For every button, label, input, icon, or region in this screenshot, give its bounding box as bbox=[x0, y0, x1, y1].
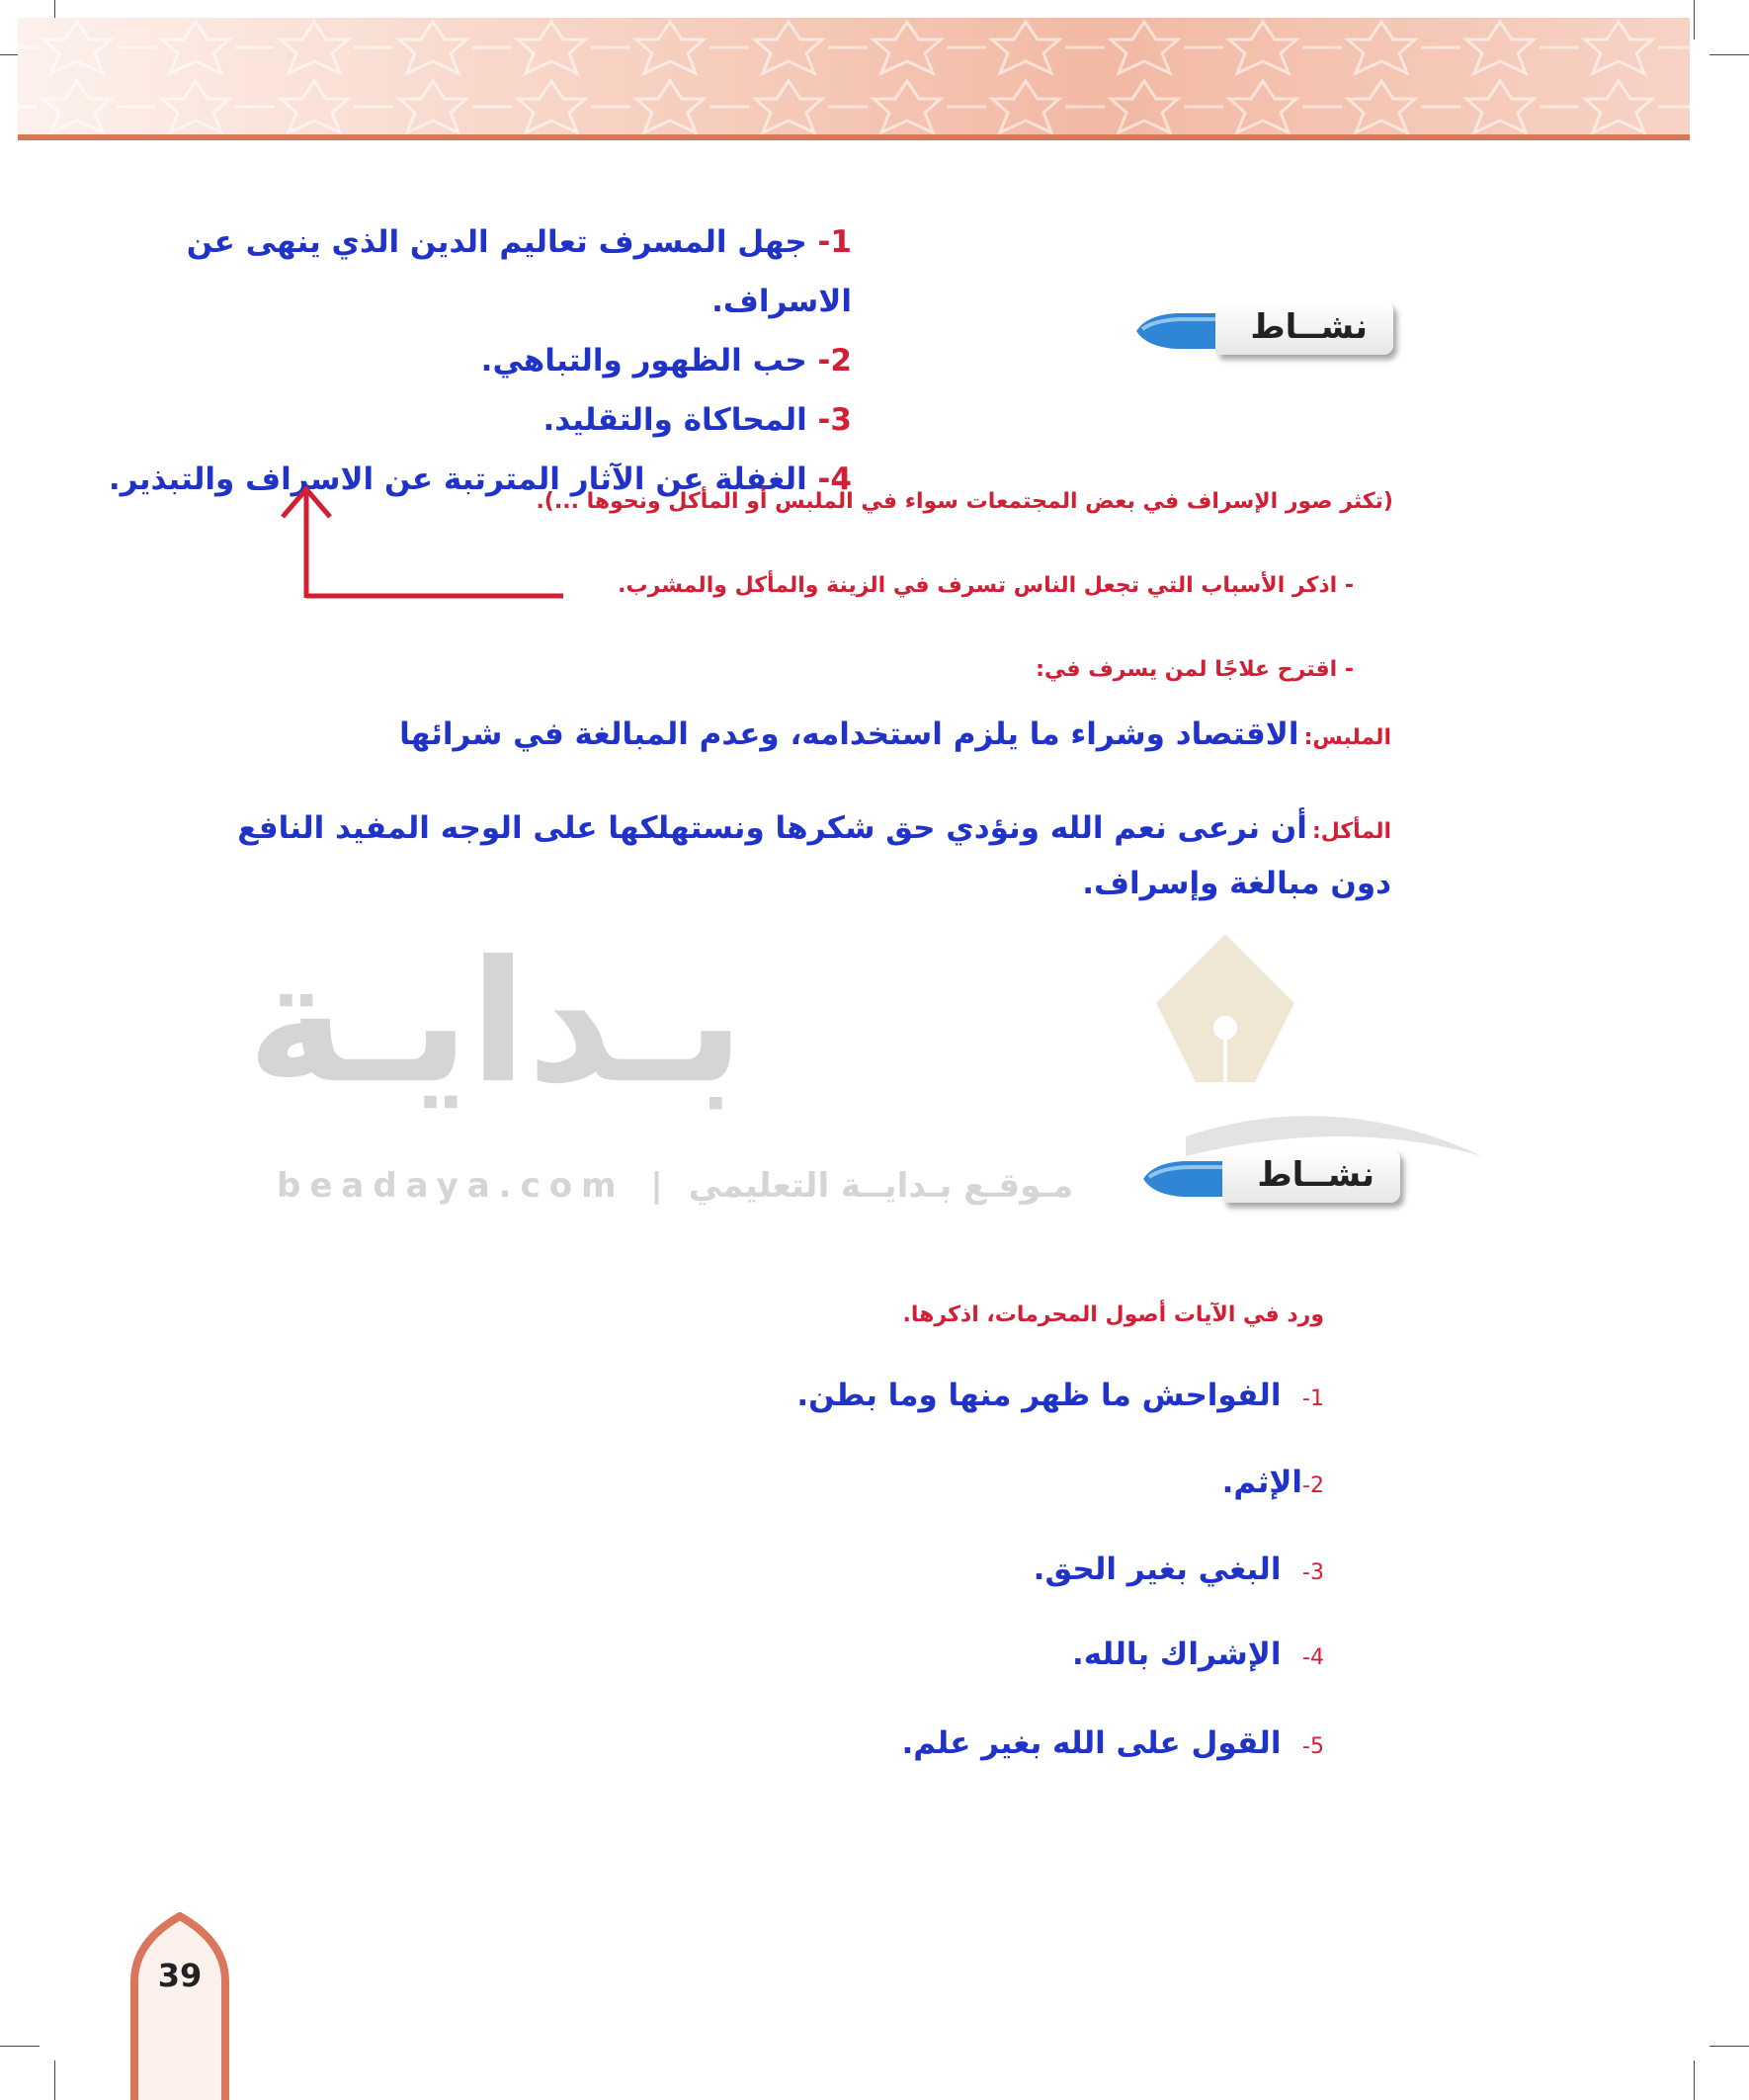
list-text: المحاكاة والتقليد. bbox=[542, 402, 807, 438]
food-label: المأكل: bbox=[1311, 819, 1391, 844]
list-number: 3- bbox=[817, 402, 852, 438]
crop-mark bbox=[1694, 2060, 1695, 2100]
clothing-row bbox=[375, 716, 1391, 752]
list-number: 2- bbox=[817, 343, 852, 378]
list-number: 1- bbox=[817, 224, 852, 260]
list-text: الغفلة عن الآثار المترتبة عن الاسراف والتبذير. bbox=[108, 462, 807, 497]
crop-mark bbox=[1694, 0, 1695, 40]
crop-mark bbox=[0, 2046, 40, 2047]
watermark-site-latin: beadaya.com bbox=[277, 1166, 625, 1206]
badge-box bbox=[1215, 301, 1393, 355]
prohibitions-item bbox=[593, 1548, 1324, 1595]
list-number: 4- bbox=[817, 462, 852, 497]
list-item bbox=[99, 331, 852, 390]
activity-badge bbox=[1136, 301, 1393, 367]
list-number: 4- bbox=[1302, 1645, 1324, 1670]
list-number: 2- bbox=[1302, 1473, 1324, 1498]
list-text: حب الظهور والتباهي. bbox=[480, 343, 807, 378]
list-item bbox=[99, 390, 852, 450]
list-text: جهل المسرف تعاليم الدين الذي ينهى عن الاسراف. bbox=[186, 224, 852, 319]
watermark-site-arabic: مـوقـع بـدايــة التعليمي bbox=[688, 1166, 1074, 1206]
list-item bbox=[99, 212, 852, 331]
pen-nib-icon bbox=[1117, 934, 1334, 1122]
prohibitions-item bbox=[593, 1374, 1324, 1421]
prohibitions-item bbox=[593, 1722, 1324, 1769]
causes-list bbox=[99, 212, 852, 509]
crop-mark bbox=[1709, 54, 1749, 55]
clothing-label: الملبس: bbox=[1303, 725, 1391, 750]
list-text: الفواحش ما ظهر منها وما بطن. bbox=[796, 1378, 1282, 1413]
activity-badge bbox=[1143, 1149, 1400, 1215]
header-pattern-band bbox=[18, 18, 1690, 136]
watermark-separator: | bbox=[650, 1166, 663, 1206]
food-row bbox=[217, 800, 1391, 911]
crop-mark bbox=[1709, 2046, 1749, 2047]
intro-text: (تكثر صور الإسراف في بعض المجتمعات سواء في الملبس أو المأكل ونحوها ...). bbox=[536, 489, 1393, 514]
list-number: 3- bbox=[1302, 1560, 1324, 1585]
list-text: البغي بغير الحق. bbox=[1033, 1552, 1282, 1587]
badge-box bbox=[1222, 1149, 1400, 1203]
list-text: الإشراك بالله. bbox=[1071, 1637, 1282, 1672]
page-number: 39 bbox=[157, 1957, 203, 1994]
activity2-question: ورد في الآيات أصول المحرمات، اذكرها. bbox=[902, 1302, 1324, 1327]
header-pattern bbox=[18, 18, 1690, 136]
watermark-site-line bbox=[277, 1166, 1166, 1206]
clothing-answer: الاقتصاد وشراء ما يلزم استخدامه، وعدم المبالغة في شرائها bbox=[399, 716, 1299, 752]
food-answer: أن نرعى نعم الله ونؤدي حق شكرها ونستهلكها على الوجه المفيد النافع دون مبالغة وإسراف. bbox=[237, 810, 1391, 901]
page-number-tab bbox=[130, 1912, 229, 2100]
crop-mark bbox=[54, 2060, 55, 2100]
activity-label: نشــاط bbox=[1257, 1155, 1374, 1195]
list-number: 1- bbox=[1302, 1386, 1324, 1411]
activity-label: نشــاط bbox=[1250, 307, 1368, 347]
question-2: - اقترح علاجًا لمن يسرف في: bbox=[1036, 657, 1354, 682]
list-number: 5- bbox=[1302, 1734, 1324, 1759]
prohibitions-item bbox=[593, 1633, 1324, 1680]
header-line bbox=[18, 134, 1690, 140]
watermark-logo-text: بـدايـة bbox=[247, 925, 745, 1121]
list-text: القول على الله بغير علم. bbox=[901, 1725, 1282, 1761]
list-text: الإثم. bbox=[1221, 1465, 1303, 1500]
prohibitions-item bbox=[593, 1461, 1324, 1508]
question-1: - اذكر الأسباب التي تجعل الناس تسرف في الزينة والمأكل والمشرب. bbox=[618, 573, 1354, 598]
